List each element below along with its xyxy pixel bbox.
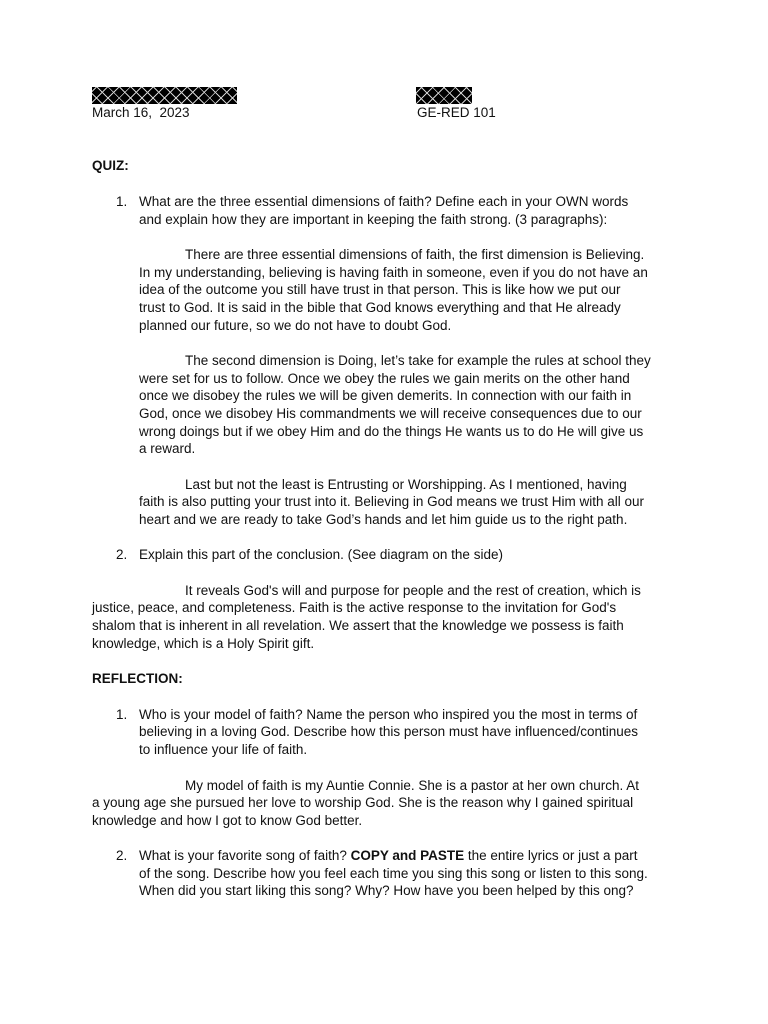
r2-line (139, 847, 637, 865)
r1-line: believing in a loving God. Describe how this person must have influenced/continues (139, 724, 639, 739)
redacted-section-block (416, 87, 472, 104)
q1-answer-line: once we disobey the rules we will be given demerits. In connection with our faith in (139, 388, 632, 403)
date-text: March 16, 2023 (92, 105, 190, 120)
q1-answer-line: Last but not the least is Entrusting or Worshipping. As I mentioned, having (185, 477, 627, 492)
r1-answer-line: My model of faith is my Auntie Connie. She is a pastor at her own church. At (185, 778, 639, 793)
q1-answer-line: were set for us to follow. Once we obey the rules we gain merits on the other hand (139, 371, 630, 386)
r1-line: Who is your model of faith? Name the person who inspired you the most in terms of (139, 707, 638, 722)
q1-answer-line: God, once we disobey His commandments we will receive consequences due to our (139, 406, 642, 421)
q1-line: What are the three essential dimensions of faith? Define each in your OWN words (139, 194, 629, 209)
r1-answer-line: knowledge and how I got to know God better. (92, 813, 363, 828)
q1-answer-line: The second dimension is Doing, let’s take for example the rules at school they (185, 353, 651, 368)
q1-number: 1. (116, 194, 128, 209)
q2-number: 2. (116, 547, 128, 562)
q2-answer-line: justice, peace, and completeness. Faith is the active response to the invitation for God's (92, 600, 617, 615)
q1-answer-line: planned our future, so we do not have to doubt God. (139, 318, 452, 333)
q1-answer-line: There are three essential dimensions of faith, the first dimension is Believing. (185, 247, 645, 262)
q2-question: Explain this part of the conclusion. (See diagram on the side) (139, 547, 503, 562)
quiz-heading: QUIZ: (92, 158, 129, 173)
q2-answer-line: It reveals God's will and purpose for people and the rest of creation, which is (185, 583, 641, 598)
q1-answer-line: heart and we are ready to take God’s hands and let him guide us to the right path. (139, 512, 628, 527)
r2-line: When did you start liking this song? Why? How have you been helped by this ong? (139, 883, 634, 898)
q1-line: and explain how they are important in keeping the faith strong. (3 paragraphs): (139, 212, 608, 227)
r2-line: of the song. Describe how you feel each time you sing this song or listen to this song. (139, 866, 648, 881)
q1-answer-line: faith is also putting your trust into it. Believing in God means we trust Him with all our (139, 494, 644, 509)
r2-bold-instruction: COPY and PASTE (350, 848, 465, 863)
r1-number: 1. (116, 707, 128, 722)
reflection-heading: REFLECTION: (92, 671, 183, 686)
r1-answer-line: a young age she pursued her love to worship God. She is the reason why I gained spiritual (92, 795, 634, 810)
q2-answer-line: knowledge, which is a Holy Spirit gift. (92, 636, 315, 651)
q1-answer-line: a reward. (139, 441, 196, 456)
q1-answer-line: trust to God. It is said in the bible that God knows everything and that He already (139, 300, 621, 315)
course-code: GE-RED 101 (417, 105, 496, 120)
q2-answer-line: shalom that is inherent in all revelation. We assert that the knowledge we possess is faith (92, 618, 624, 633)
q1-answer-line: wrong doings but if we obey Him and do the things He wants us to do He will give us (139, 424, 644, 439)
q1-answer-line: idea of the outcome you still have trust in that person. This is like how we put our (139, 282, 621, 297)
r2-number: 2. (116, 848, 128, 863)
r2-line-text: What is your favorite song of faith? (139, 848, 351, 863)
r2-line-text: the entire lyrics or just a part (464, 848, 638, 863)
r1-line: to influence your life of faith. (139, 742, 308, 757)
q1-answer-line: In my understanding, believing is having faith in someone, even if you do not have an (139, 265, 648, 280)
redacted-name-block (92, 87, 237, 104)
